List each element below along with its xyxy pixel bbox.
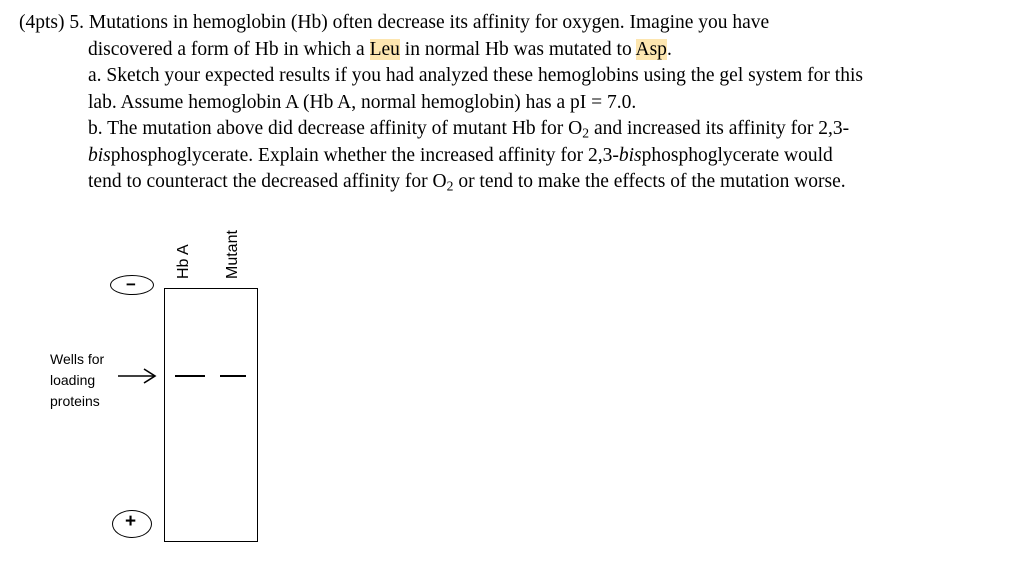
question-line-2: discovered a form of Hb in which a Leu in normal Hb was mutated to Asp. xyxy=(88,38,672,60)
question-line-1 xyxy=(19,10,769,37)
part-b-line-2: bisphosphoglycerate. Explain whether the increased affinity for 2,3-bisphosphoglycerate would xyxy=(88,144,833,166)
negative-electrode-icon: − xyxy=(110,275,154,295)
question-prefix: (4pts) 5. xyxy=(19,12,89,33)
wells-label: Wells for loading proteins xyxy=(50,351,105,409)
arrow-right-icon xyxy=(116,366,160,388)
highlight-wild-residue: Leu xyxy=(369,38,400,60)
part-b-line-3: tend to counteract the decreased affinity for $O_2$ or tend to make the effects of the mutation worse. xyxy=(88,171,846,194)
well-mutant xyxy=(220,375,246,377)
part-a-line-1: a. Sketch your expected results if you had analyzed these hemoglobins using the gel system for this xyxy=(88,65,863,86)
question-intro: Mutations in hemoglobin (Hb) often decrease its affinity for oxygen. Imagine you have xyxy=(88,12,770,33)
well-hb-a xyxy=(175,375,205,377)
lane-label-hb-a: Hb A xyxy=(175,244,192,279)
part-a-line-2: lab. Assume hemoglobin A (Hb A, normal hemoglobin) has a pI = 7.0. xyxy=(88,91,637,113)
part-b-line-1: b. The mutation above did decrease affinity of mutant Hb for $O_2$ and increased its affinity for 2,3- xyxy=(88,118,850,141)
lane-label-mutant: Mutant xyxy=(224,230,241,279)
positive-electrode-icon: + xyxy=(112,510,152,538)
gel-box xyxy=(164,288,258,542)
highlight-mutant-residue: Asp xyxy=(635,38,667,60)
